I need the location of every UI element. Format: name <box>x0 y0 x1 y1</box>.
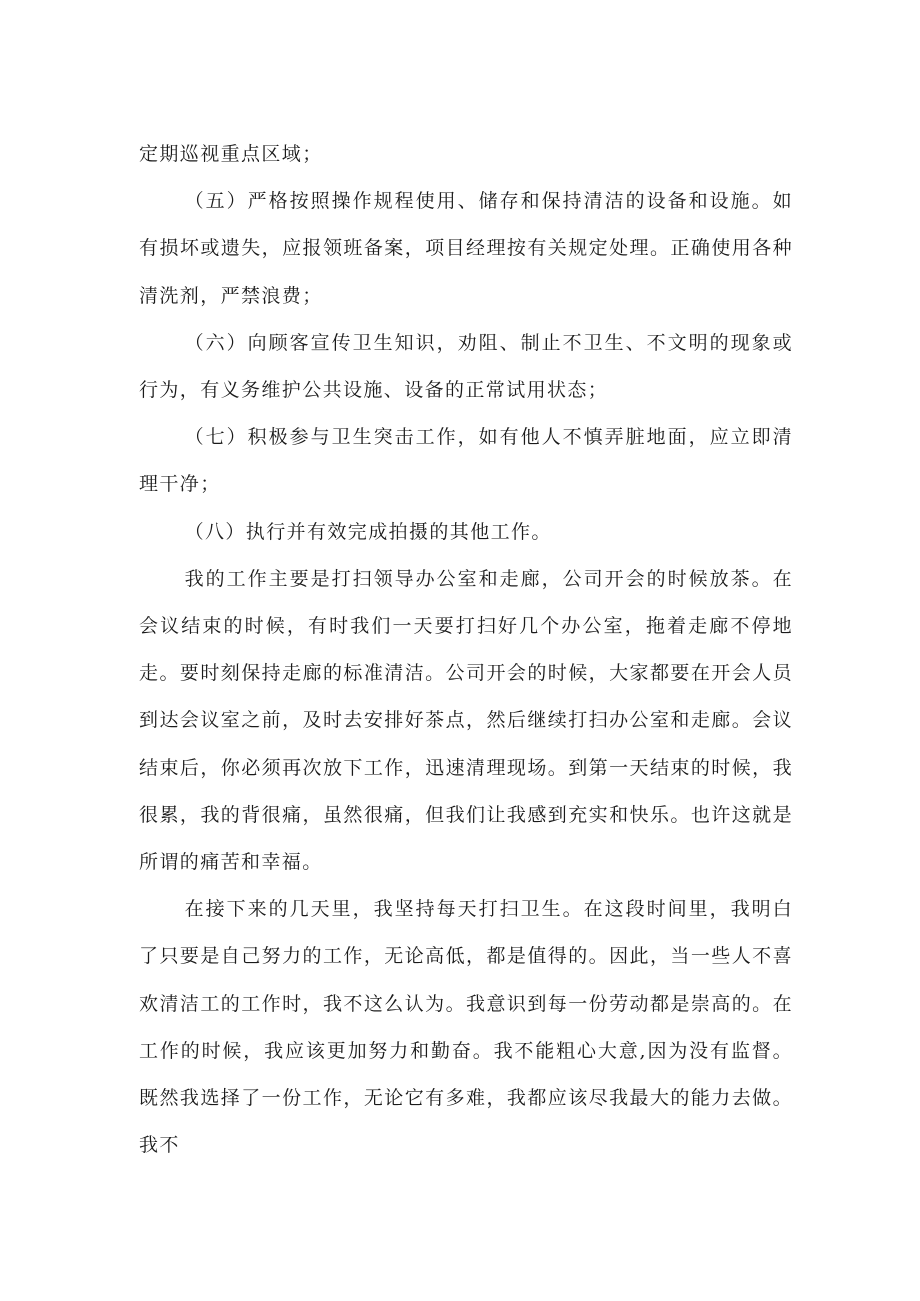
paragraph-reflection: 在接下来的几天里，我坚持每天打扫卫生。在这段时间里，我明白了只要是自己努力的工作，无论高低，都是值得的。因此，当一些人不喜欢清洁工的工作时，我不这么认为。我意识到每一份劳动都是崇高的。在工作的时候，我应该更加努力和勤奋。我不能粗心大意,因为没有监督。既然我选择了一份工作，无论它有多难，我都应该尽我最大的能力去做。我不 <box>139 898 793 1157</box>
paragraph-work-description: 我的工作主要是打扫领导办公室和走廊，公司开会的时候放茶。在会议结束的时候，有时我们一天要打扫好几个办公室，拖着走廊不停地走。要时刻保持走廊的标准清洁。公司开会的时候，大家都要在开会人员到达会议室之前，及时去安排好茶点，然后继续打扫办公室和走廊。会议结束后，你必须再次放下工作，迅速清理现场。到第一天结束的时候，我很累，我的背很痛，虽然很痛，但我们让我感到充实和快乐。也许这就是所谓的痛苦和幸福。 <box>139 567 793 874</box>
paragraph-continuation: 定期巡视重点区域； <box>139 143 323 165</box>
paragraph-item-8: （八）执行并有效完成拍摄的其他工作。 <box>184 520 552 543</box>
document-body <box>139 131 793 1169</box>
paragraph-item-5: （五）严格按照操作规程使用、储存和保持清洁的设备和设施。如有损坏或遗失，应报领班备案，项目经理按有关规定处理。正确使用各种清洗剂，严禁浪费； <box>139 190 793 307</box>
paragraph-item-6: （六）向顾客宣传卫生知识，劝阻、制止不卫生、不文明的现象或行为，有义务维护公共设施、设备的正常试用状态； <box>139 331 793 402</box>
paragraph-item-7: （七）积极参与卫生突击工作，如有他人不慎弄脏地面，应立即清理干净； <box>139 426 793 496</box>
